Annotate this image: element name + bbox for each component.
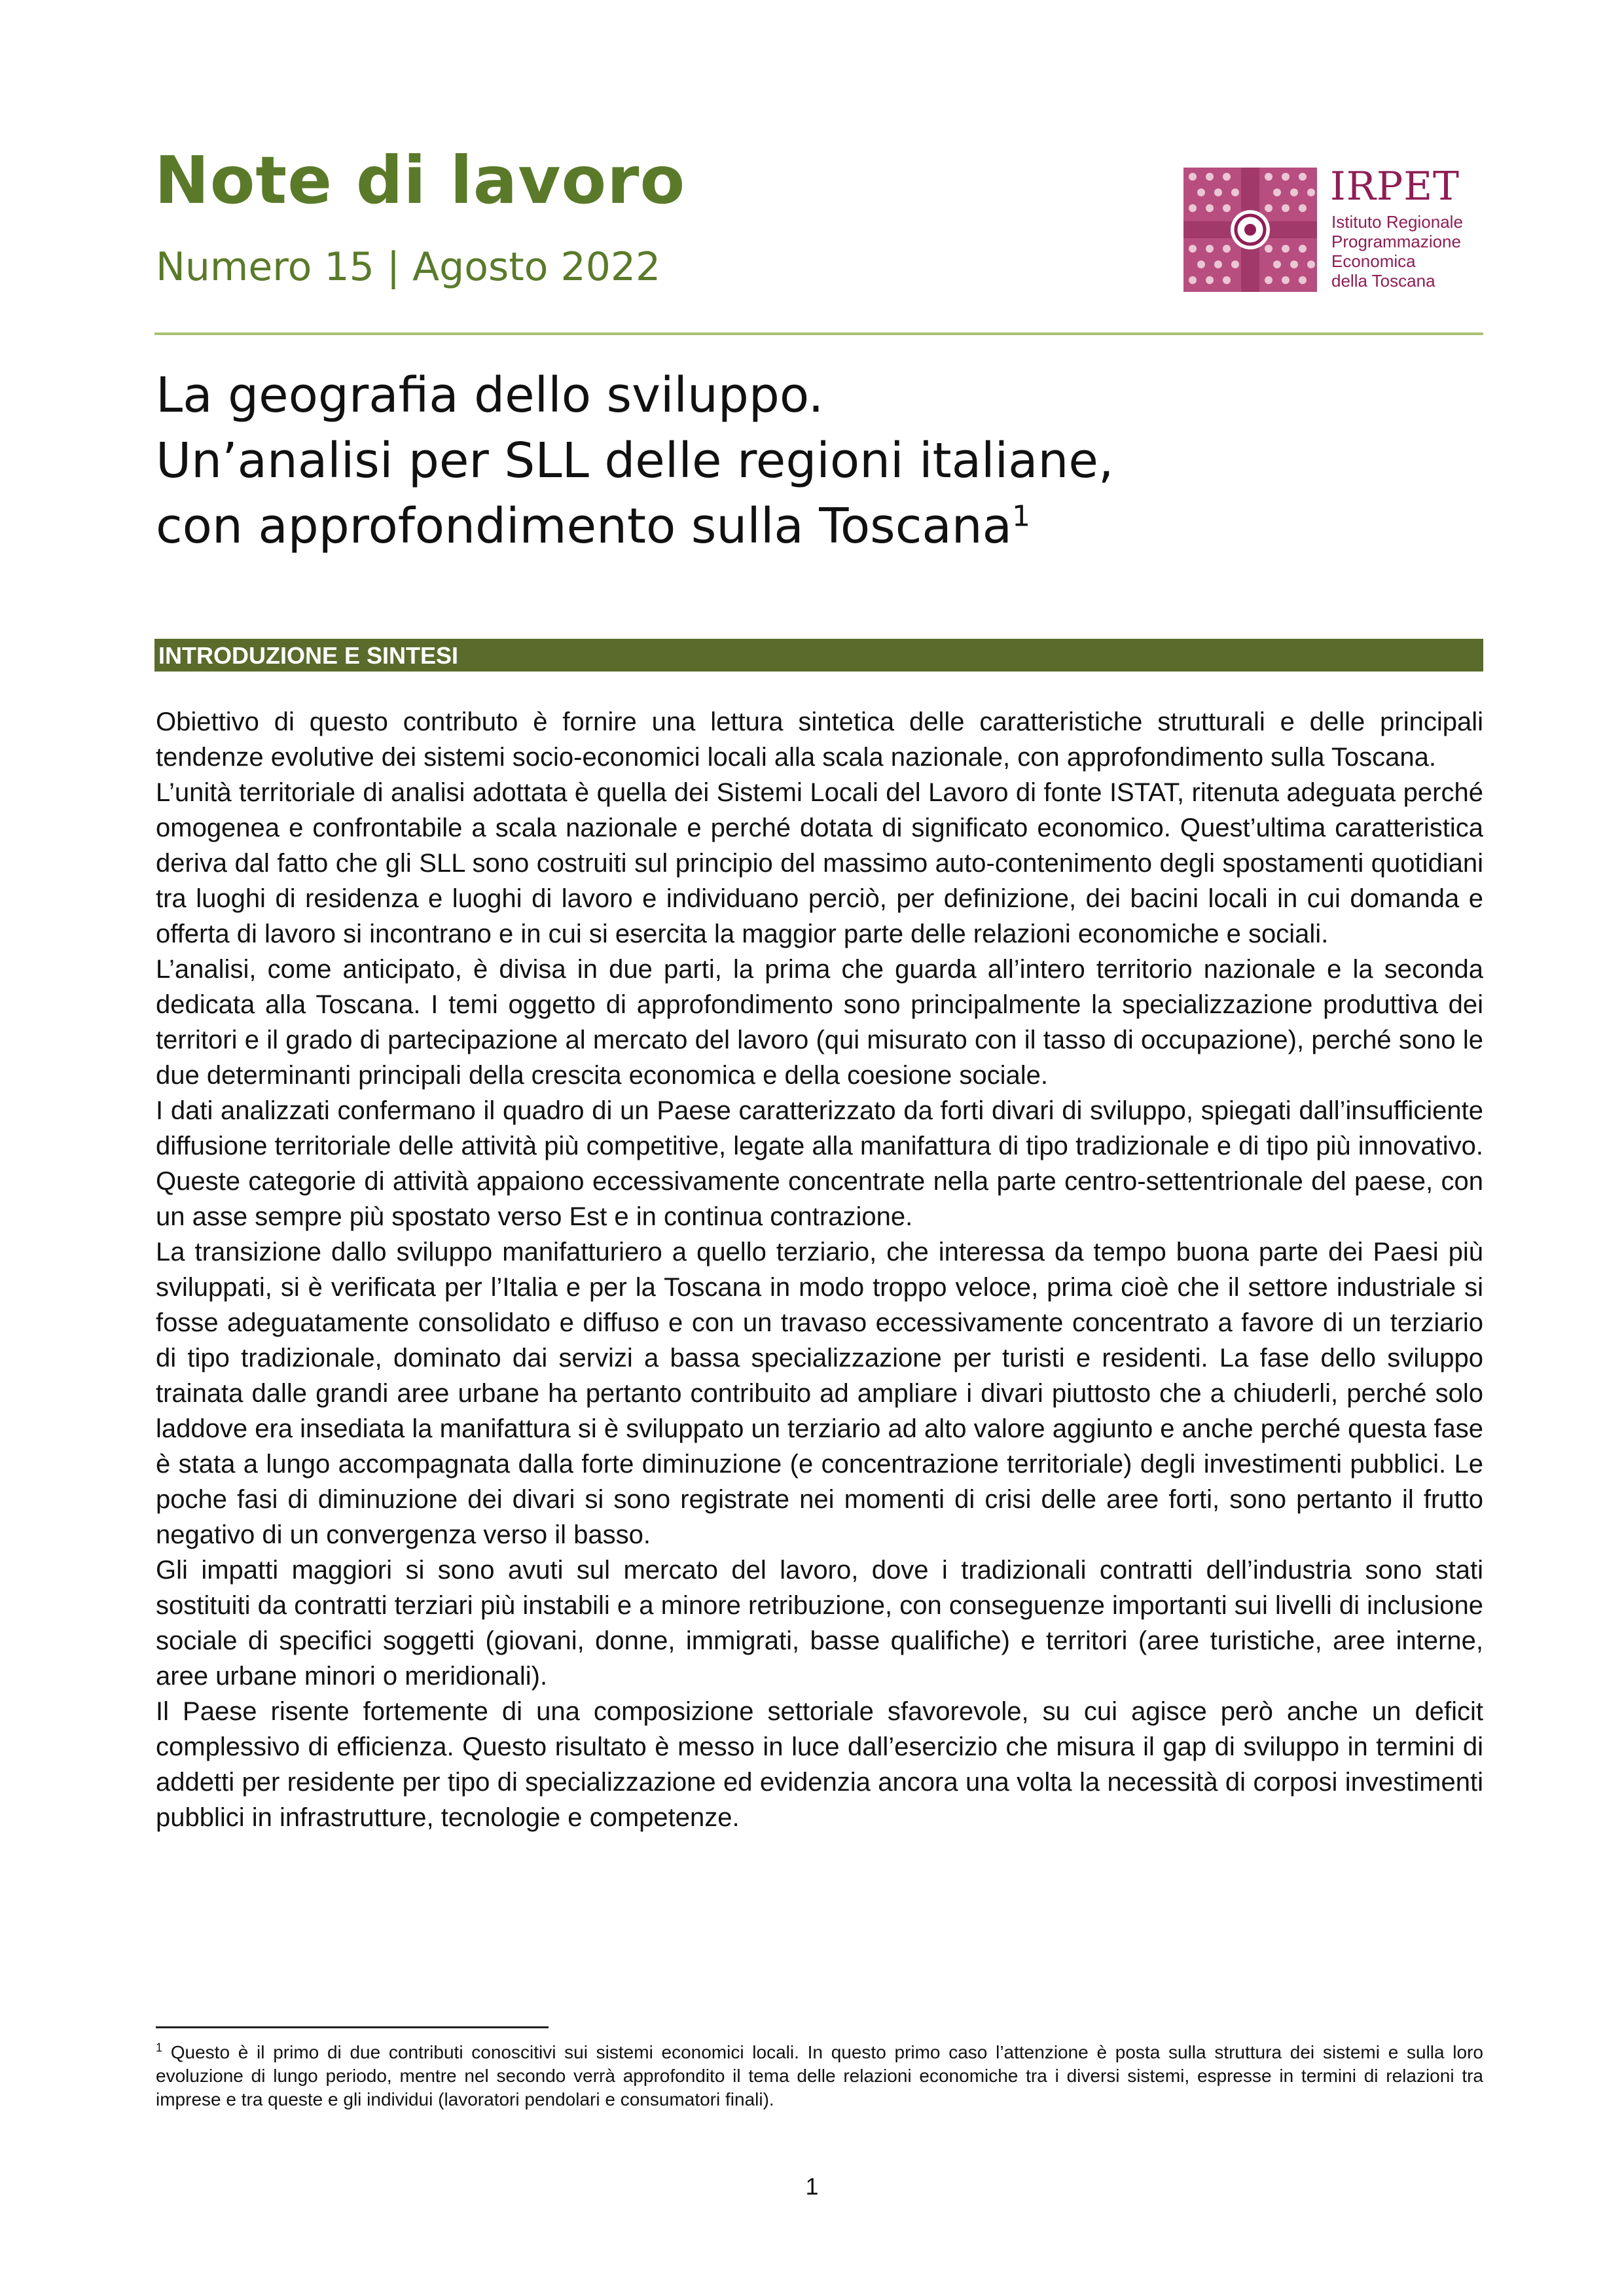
logo-line: della Toscana <box>1331 271 1435 291</box>
paragraph: L’analisi, come anticipato, è divisa in due parti, la prima che guarda all’intero territorio nazionale e la seconda dedicata alla Toscana. I temi oggetto di approfondimento sono principalmente la specializzazione produttiva dei territori e il grado di partecipazione al mercato del lavoro (qui misurato con il tasso di occupazione), perché sono le due determinanti principali della crescita economica e della coesione sociale. <box>156 955 1483 1090</box>
title-line: Un’analisi per SLL delle regioni italiane, <box>156 433 1114 489</box>
logo-line: Programmazione <box>1331 232 1461 251</box>
logo-line: Economica <box>1331 251 1416 271</box>
footnote-marker: 1 <box>156 2041 163 2054</box>
body-text <box>156 704 1483 1835</box>
title-line: La geografia dello sviluppo. <box>156 367 824 423</box>
title-line-text: con approfondimento sulla Toscana <box>156 498 1013 554</box>
irpet-emblem-icon <box>1183 168 1317 292</box>
logo-subtitle <box>1331 212 1463 291</box>
irpet-logo <box>1183 164 1485 292</box>
paragraph: L’unità territoriale di analisi adottata è quella dei Sistemi Locali del Lavoro di fonte ISTAT, ritenuta adeguata perché omogenea e confrontabile a scala nazionale e perché dotata di significato economico. Quest’ultima caratteristica deriva dal fatto che gli SLL sono costruiti sul principio del massimo auto-contenimento degli spostamenti quotidiani tra luoghi di residenza e luoghi di lavoro e individuano perciò, per definizione, dei bacini locali in cui domanda e offerta di lavoro si incontrano e in cui si esercita la maggior parte delle relazioni economiche e sociali. <box>156 778 1483 948</box>
logo-name: IRPET <box>1330 164 1460 209</box>
document-title <box>156 363 1498 559</box>
paragraph: Gli impatti maggiori si sono avuti sul mercato del lavoro, dove i tradizionali contratti dell’industria sono stati sostituiti da contratti terziari più instabili e a minore retribuzione, con conseguenze importanti sui livelli di inclusione sociale di specifici soggetti (giovani, donne, immigrati, basse qualifiche) e territori (aree turistiche, aree interne, aree urbane minori o meridionali). <box>156 1556 1483 1691</box>
paragraph: Obiettivo di questo contributo è fornire una lettura sintetica delle caratteristiche strutturali e delle principali tendenze evolutive dei sistemi socio-economici locali alla scala nazionale, con approfondimento sulla Toscana. <box>156 708 1483 772</box>
header-divider <box>154 332 1483 335</box>
page-number: 1 <box>805 2173 819 2200</box>
footnote <box>156 2041 1483 2111</box>
section-heading-bar <box>154 639 1483 672</box>
footnote-reference[interactable]: 1 <box>1012 499 1031 533</box>
section-heading: INTRODUZIONE E SINTESI <box>158 642 459 669</box>
footnote-text: Questo è il primo di due contributi conoscitivi sui sistemi economici locali. In questo primo caso l’attenzione è posta sulla struttura dei sistemi e sulla loro evoluzione di lungo periodo, mentre nel secondo verrà approfondito il tema delle relazioni economiche tra i diversi sistemi, espresse in termini di relazioni tra imprese e tra queste e gli individui (lavoratori pendolari e consumatori finali). <box>156 2042 1483 2109</box>
paragraph: La transizione dallo sviluppo manifatturiero a quello terziario, che interessa da tempo buona parte dei Paesi più sviluppati, si è verificata per l’Italia e per la Toscana in modo troppo veloce, prima cioè che il settore industriale si fosse adeguatamente consolidato e diffuso e con un travaso eccessivamente concentrato a favore di un terziario di tipo tradizionale, dominato dai servizi a bassa specializzazione per turisti e residenti. La fase dello sviluppo trainata dalle grandi aree urbane ha pertanto contribuito ad ampliare i divari piuttosto che a chiuderli, perché solo laddove era insediata la manifattura si è sviluppato un terziario ad alto valore aggiunto e anche perché questa fase è stata a lungo accompagnata dalla forte diminuzione (e concentrazione territoriale) degli investimenti pubblici. Le poche fasi di diminuzione dei divari si sono registrate nei momenti di crisi delle aree forti, sono pertanto il frutto negativo di un convergenza verso il basso. <box>156 1238 1483 1549</box>
series-title: Note di lavoro <box>154 142 686 219</box>
logo-line: Istituto Regionale <box>1331 212 1463 232</box>
paragraph: Il Paese risente fortemente di una composizione settoriale sfavorevole, su cui agisce però anche un deficit complessivo di efficienza. Questo risultato è messo in luce dall’esercizio che misura il gap di sviluppo in termini di addetti per residente per tipo di specializzazione ed evidenzia ancora una volta la necessità di corposi investimenti pubblici in infrastrutture, tecnologie e competenze. <box>156 1697 1483 1832</box>
issue-line: Numero 15 | Agosto 2022 <box>156 244 661 290</box>
paragraph: I dati analizzati confermano il quadro di un Paese caratterizzato da forti divari di sviluppo, spiegati dall’insufficiente diffusione territoriale delle attività più competitive, legate alla manifattura di tipo tradizionale e di tipo più innovativo. Queste categorie di attività appaiono eccessivamente concentrate nella parte centro-settentrionale del paese, con un asse sempre più spostato verso Est e in continua contrazione. <box>156 1096 1483 1231</box>
title-line <box>156 493 1498 559</box>
footnote-divider <box>156 2026 549 2028</box>
